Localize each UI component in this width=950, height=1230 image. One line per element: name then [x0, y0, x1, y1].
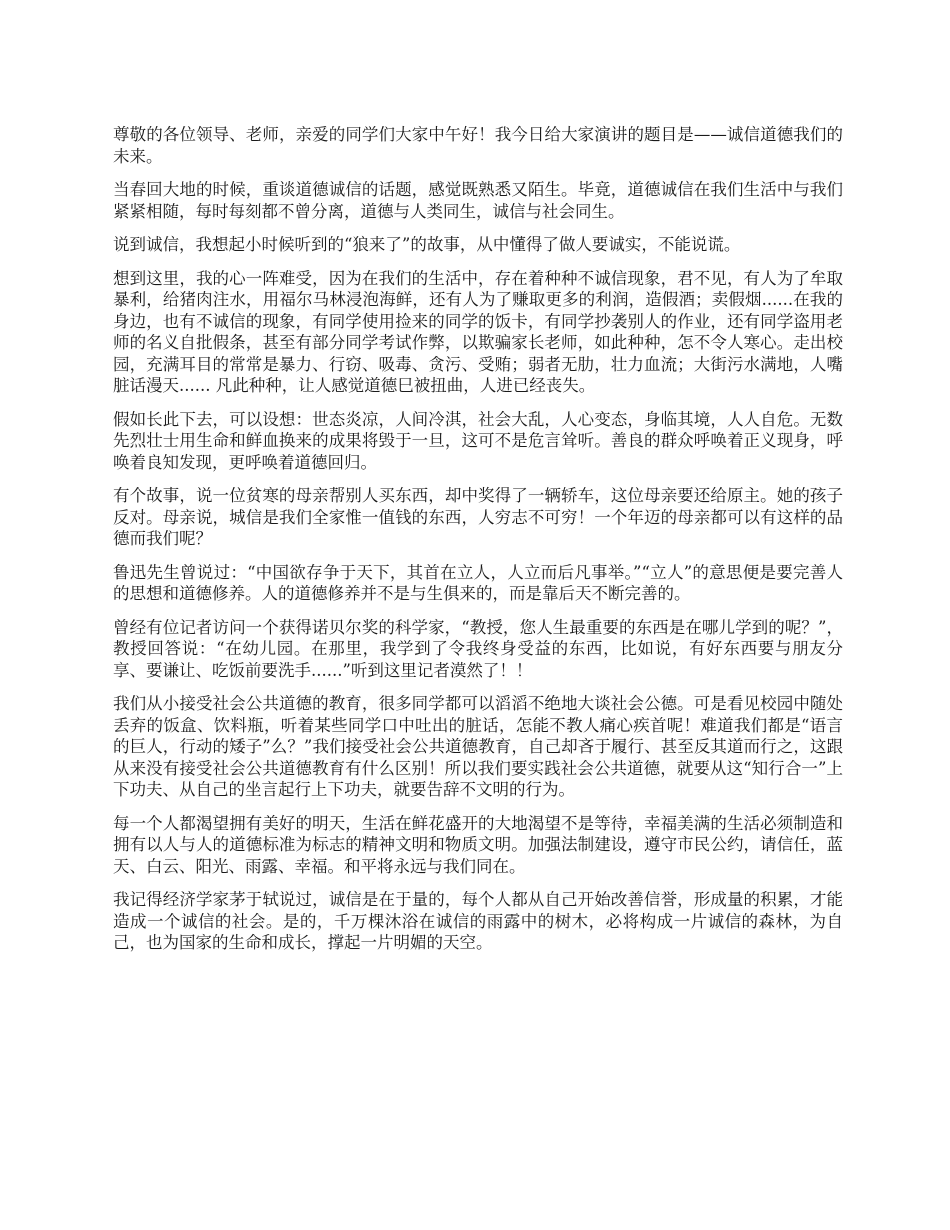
paragraph-public-morality: 我们从小接受社会公共道德的教育，很多同学都可以滔滔不绝地大谈社会公德。可是看见校园中随处丢弃的饭盒、饮料瓶，听着某些同学口中吐出的脏话，怎能不教人痛心疾首呢！难道我们都是“语言的巨人，行动的矮子”么？”我们接受社会公共道德教育，自己却吝于履行、甚至反其道而行之，这跟从来没有接受社会公共道德教育有什么区别！所以我们要实践社会公共道德，就要从这“知行合一”上下功夫、从自己的坐言起行上下功夫，就要告辞不文明的行为。	[113, 694, 843, 799]
paragraph-greeting: 尊敬的各位领导、老师，亲爱的同学们大家中午好！我今日给大家演讲的题目是——诚信道德我们的未来。	[113, 125, 843, 166]
paragraph-luxun: 鲁迅先生曾说过：“中国欲存争于天下，其首在立人，人立而后凡事举。”“立人”的意思便是要完善人的思想和道德修养。人的道德修养并不是与生俱来的，而是靠后天不断完善的。	[113, 562, 843, 603]
document-body	[113, 124, 843, 966]
paragraph-mother-story: 有个故事，说一位贫寒的母亲帮别人买东西，却中奖得了一辆轿车，这位母亲要还给原主。她的孩子反对。母亲说，城信是我们全家惟一值钱的东西，人穷志不可穷！一个年迈的母亲都可以有这样的品德而我们呢？	[113, 486, 843, 548]
paragraph-consequences: 假如长此下去，可以设想：世态炎凉，人间冷淇，社会大乱，人心变态，身临其境，人人自危。无数先烈壮士用生命和鲜血换来的成果将毁于一旦，这可不是危言耸听。善良的群众呼唤着正义现身，呼唤着良知发现，更呼唤着道德回归。	[113, 409, 843, 472]
paragraph-dishonesty: 想到这里，我的心一阵难受，因为在我们的生活中，存在着种种不诚信现象，君不见，有人为了牟取暴利，给猪肉注水，用福尔马林浸泡海鲜，还有人为了赚取更多的利润，造假酒；卖假烟......在我的身边，也有不诚信的现象，有同学使用捡来的同学的饭卡，有同学抄袭别人的作业，还有同学盗用老师的名义自批假条，甚至有部分同学考试作弊，以欺骗家长老师，如此种种，怎不令人寒心。走出校园，充满耳目的常常是暴力、行窃、吸毒、贪污、受贿；弱者无肋，壮力血流；大街污水满地，人嘴脏话漫天...... 凡此种种，让人感觉道德巳被扭曲，人进已经丧失。	[113, 268, 843, 395]
paragraph-wolf-story: 说到诚信，我想起小时候听到的“狼来了”的故事，从中懂得了做人要诚实，不能说谎。	[113, 235, 741, 254]
paragraph-spring: 当春回大地的时候，重谈道德诚信的话题，感觉既熟悉又陌生。毕竟，道德诚信在我们生活中与我们紧紧相随，每时每刻都不曾分离，道德与人类同生，诚信与社会同生。	[113, 180, 843, 221]
paragraph-tomorrow: 每一个人都渴望拥有美好的明天，生活在鲜花盛开的大地渴望不是等待，幸福美满的生活必须制造和拥有以人与人的道德标准为标志的精神文明和物质文明。加强法制建设，遵守市民公约，请信任，蓝天、白云、阳光、雨露、幸福。和平将永远与我们同在。	[113, 813, 843, 876]
paragraph-conclusion: 我记得经济学家茅于轼说过，诚信是在于量的，每个人都从自己开始改善信誉，形成量的积累，才能造成一个诚信的社会。是的，千万棵沐浴在诚信的雨露中的树木，必将构成一片诚信的森林，为自己，也为国家的生命和成长，撑起一片明媚的天空。	[113, 890, 843, 952]
paragraph-nobel: 曾经有位记者访问一个获得诺贝尔奖的科学家，“教授，您人生最重要的东西是在哪儿学到的呢？”，教授回答说：“在幼儿园。在那里，我学到了令我终身受益的东西，比如说，有好东西要与朋友分享、要谦让、吃饭前要洗手......”听到这里记者漠然了！！	[113, 617, 843, 680]
